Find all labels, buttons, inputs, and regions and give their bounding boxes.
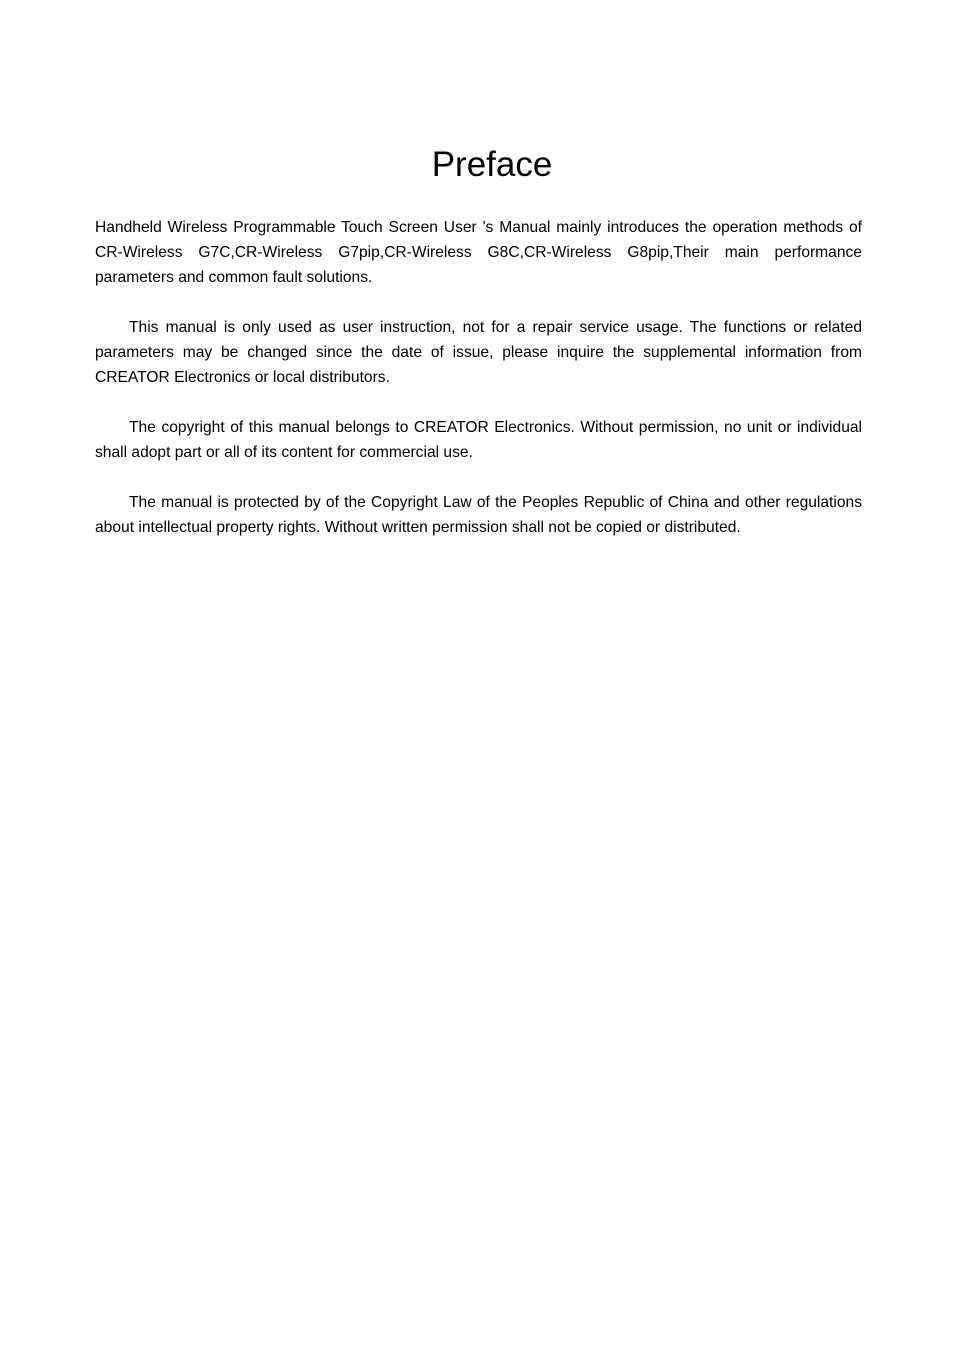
preface-body [95, 215, 862, 565]
page-title: Preface [431, 145, 553, 184]
paragraph-legal-protection: The manual is protected by of the Copyright Law of the Peoples Republic of China and other regulations about intellectual property rights. Without written permission shall not be copied or distributed. [95, 494, 862, 536]
paragraph-copyright: The copyright of this manual belongs to CREATOR Electronics. Without permission, no unit or individual shall adopt part or all of its content for commercial use. [95, 419, 862, 461]
paragraph-intro: Handheld Wireless Programmable Touch Screen User 's Manual mainly introduces the operation methods of CR-Wireless G7C,CR-Wireless G7pip,CR-Wireless G8C,CR-Wireless G8pip,Their main performance parameters and common fault solutions. [95, 219, 862, 286]
paragraph-usage-notice: This manual is only used as user instruction, not for a repair service usage. The functions or related parameters may be changed since the date of issue, please inquire the supplemental information from CREATOR Electronics or local distributors. [95, 319, 862, 386]
